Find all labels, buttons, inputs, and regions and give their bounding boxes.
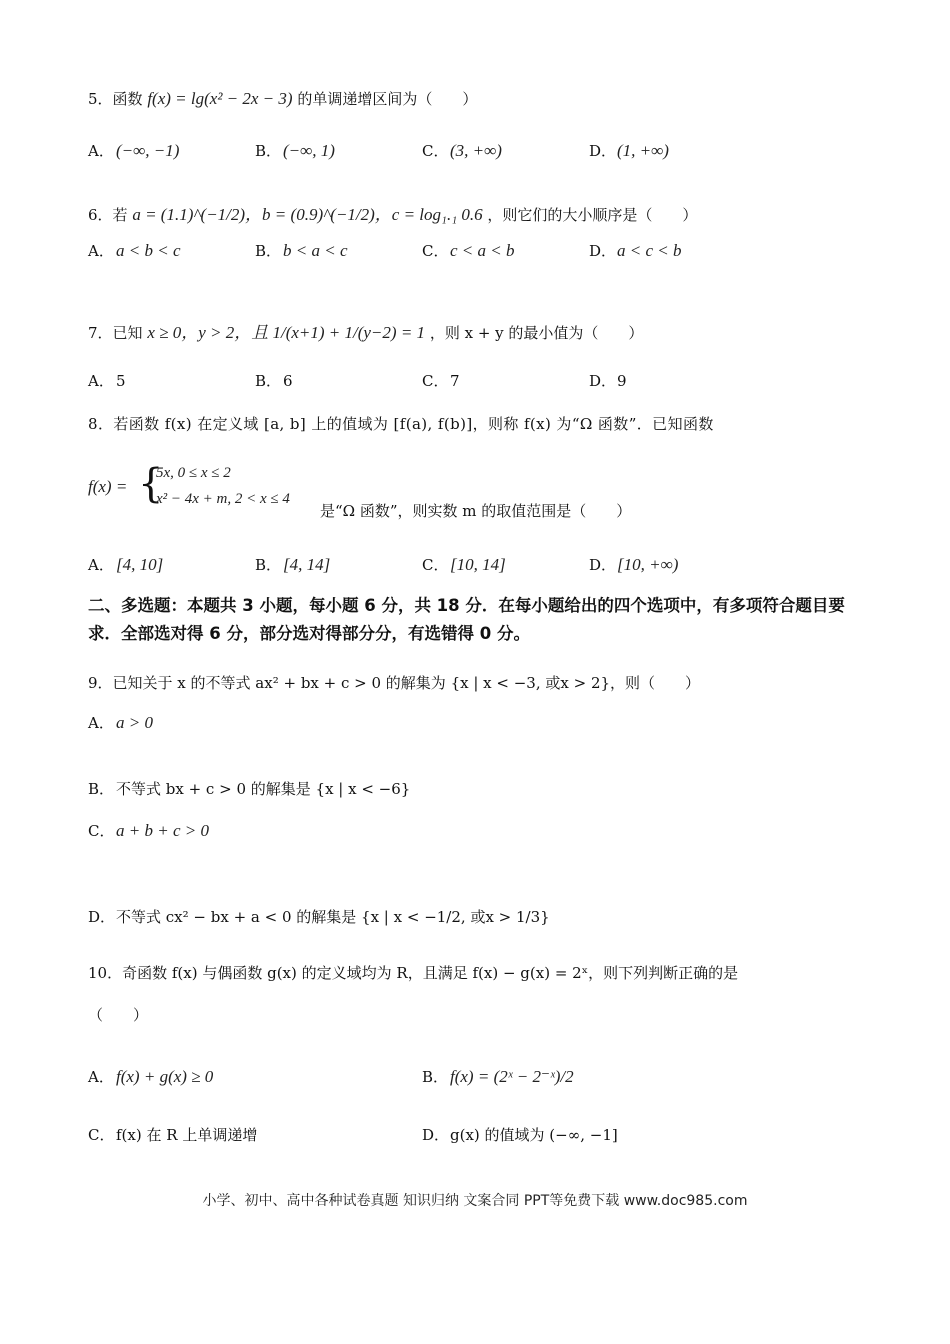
q5-formula: f(x) = lg(x² − 2x − 3) xyxy=(147,89,293,108)
q6-option-d xyxy=(589,240,682,262)
q10-option-b xyxy=(422,1066,574,1088)
option-letter: D． xyxy=(88,908,116,926)
option-letter: A． xyxy=(88,142,114,160)
q5-option-c xyxy=(422,140,502,162)
q9-option-a xyxy=(88,712,153,734)
q8-brace: { xyxy=(138,461,164,507)
option-text: c < a < b xyxy=(450,241,515,260)
option-text: [10, +∞) xyxy=(617,555,679,574)
q5-suffix: 的单调递增区间为（ ） xyxy=(297,90,478,108)
q7-option-c xyxy=(422,370,460,392)
q10-option-a xyxy=(88,1066,213,1088)
q9-option-d xyxy=(88,906,550,928)
q8-option-c xyxy=(422,554,506,576)
q9-option-c xyxy=(88,820,209,842)
option-letter: B． xyxy=(422,1068,449,1086)
q7-option-d xyxy=(589,370,627,392)
option-letter: A． xyxy=(88,372,114,390)
q10-option-c xyxy=(88,1124,257,1146)
option-letter: C． xyxy=(422,142,449,160)
option-text: [10, 14] xyxy=(450,555,506,574)
option-text: 5 xyxy=(116,372,126,390)
q7-formula: x ≥ 0，y > 2，且 1/(x+1) + 1/(y−2) = 1 xyxy=(147,323,426,342)
option-letter: C． xyxy=(88,1126,115,1144)
option-letter: B． xyxy=(255,142,282,160)
option-text: (3, +∞) xyxy=(450,141,502,160)
option-text: 不等式 bx + c > 0 的解集是 {x | x < −6} xyxy=(116,780,411,798)
q8-piecewise xyxy=(88,462,318,512)
option-text: a > 0 xyxy=(116,713,153,732)
option-text: a + b + c > 0 xyxy=(116,821,209,840)
q8-piece-1: 5x, 0 ≤ x ≤ 2 xyxy=(156,465,231,481)
q8-piecewise-lhs: f(x) = xyxy=(88,477,128,496)
question-7-stem xyxy=(88,322,643,344)
section-2-heading: 二、多选题：本题共 3 小题，每小题 6 分，共 18 分．在每小题给出的四个选项中，有多项符合题目要求．全部选对得 6 分，部分选对得部分分，有选错得 0 分。 xyxy=(88,596,845,643)
q6-formula: a = (1.1)^(−1/2)，b = (0.9)^(−1/2)，c = log₁.₁ 0.6 xyxy=(132,205,483,224)
option-letter: C． xyxy=(422,372,449,390)
option-text: (1, +∞) xyxy=(617,141,669,160)
page-footer: 小学、初中、高中各种试卷真题 知识归纳 文案合同 PPT等免费下载 www.doc985.com xyxy=(202,1193,748,1209)
option-letter: D． xyxy=(422,1126,450,1144)
option-letter: A． xyxy=(88,1068,114,1086)
question-10-stem-line2: （ ） xyxy=(88,1006,149,1024)
q10-option-d xyxy=(422,1124,618,1146)
question-5-stem xyxy=(88,88,477,110)
option-letter: B． xyxy=(255,556,282,574)
question-10-stem: 10．奇函数 f(x) 与偶函数 g(x) 的定义域均为 R，且满足 f(x) − g(x) = 2ˣ，则下列判断正确的是 xyxy=(88,964,739,982)
option-letter: A． xyxy=(88,556,114,574)
q8-option-d xyxy=(589,554,678,576)
option-text: 不等式 cx² − bx + a < 0 的解集是 {x | x < −1/2, 或x > 1/3} xyxy=(116,908,550,926)
q5-option-b xyxy=(255,140,335,162)
option-text: f(x) + g(x) ≥ 0 xyxy=(116,1067,214,1086)
option-letter: D． xyxy=(589,242,617,260)
option-text: 7 xyxy=(450,372,460,390)
option-text: (−∞, −1) xyxy=(116,141,180,160)
option-letter: A． xyxy=(88,242,114,260)
question-8-stem: 8．若函数 f(x) 在定义域 [a, b] 上的值域为 [f(a), f(b)]，则称 f(x) 为“Ω 函数”．已知函数 xyxy=(88,415,714,433)
option-text: f(x) 在 R 上单调递增 xyxy=(116,1126,258,1144)
q5-prefix: 5．函数 xyxy=(88,90,143,108)
option-text: (−∞, 1) xyxy=(283,141,335,160)
option-letter: C． xyxy=(422,242,449,260)
option-text: b < a < c xyxy=(283,241,348,260)
q6-prefix: 6．若 xyxy=(88,206,128,224)
q6-option-c xyxy=(422,240,515,262)
question-6-stem xyxy=(88,204,697,226)
q6-option-a xyxy=(88,240,181,262)
option-letter: B． xyxy=(255,242,282,260)
q8-option-b xyxy=(255,554,330,576)
option-letter: D． xyxy=(589,556,617,574)
q7-prefix: 7．已知 xyxy=(88,324,143,342)
option-text: 9 xyxy=(617,372,627,390)
option-text: g(x) 的值域为 (−∞, −1] xyxy=(450,1126,618,1144)
q7-suffix: ，则 x + y 的最小值为（ ） xyxy=(429,324,644,342)
option-letter: C． xyxy=(422,556,449,574)
option-letter: B． xyxy=(88,780,115,798)
option-letter: D． xyxy=(589,142,617,160)
q5-option-a xyxy=(88,140,179,162)
option-letter: A． xyxy=(88,714,114,732)
option-letter: D． xyxy=(589,372,617,390)
option-letter: C． xyxy=(88,822,115,840)
q9-option-b xyxy=(88,778,410,800)
question-9-stem: 9．已知关于 x 的不等式 ax² + bx + c > 0 的解集为 {x | x < −3, 或x > 2}，则（ ） xyxy=(88,674,701,692)
option-letter: B． xyxy=(255,372,282,390)
q8-option-a xyxy=(88,554,163,576)
option-text: f(x) = (2ˣ − 2⁻ˣ)/2 xyxy=(450,1067,574,1086)
option-text: [4, 10] xyxy=(116,555,164,574)
option-text: 6 xyxy=(283,372,293,390)
q6-suffix: ，则它们的大小顺序是（ ） xyxy=(487,206,698,224)
q7-option-a xyxy=(88,370,126,392)
option-text: a < b < c xyxy=(116,241,181,260)
q8-piece-2: x² − 4x + m, 2 < x ≤ 4 xyxy=(156,491,290,507)
q8-stem-end: 是“Ω 函数”，则实数 m 的取值范围是（ ） xyxy=(320,502,632,520)
q6-option-b xyxy=(255,240,348,262)
option-text: [4, 14] xyxy=(283,555,331,574)
option-text: a < c < b xyxy=(617,241,682,260)
q5-option-d xyxy=(589,140,669,162)
q7-option-b xyxy=(255,370,293,392)
